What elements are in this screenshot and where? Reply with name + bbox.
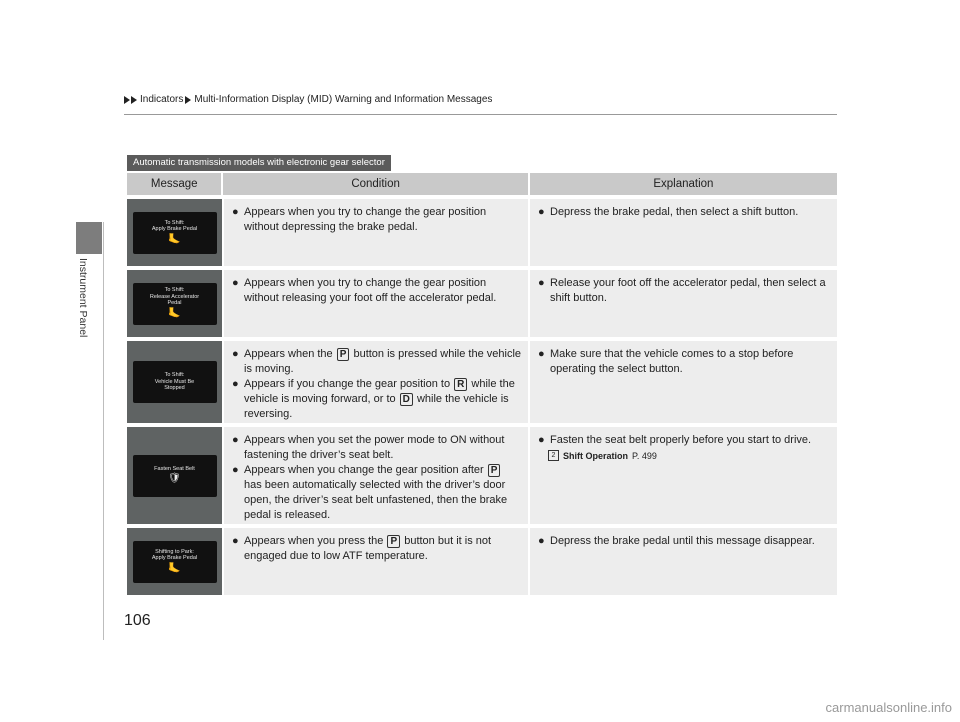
page-number: 106: [124, 612, 151, 629]
screen-text: Apply Brake Pedal: [151, 555, 198, 561]
gear-key-p: P: [387, 535, 400, 548]
header-explanation: Explanation: [528, 173, 837, 195]
condition-cell: ● Appears when you set the power mode to ON without fastening the driver’s seat belt. ● Appears when you change the gear position after P has been automatically selected with the driver’s door open, the driver’s seat belt unfastened, then the brake pedal is released.: [222, 427, 528, 524]
table-row: [127, 528, 837, 595]
mid-screen: [133, 455, 217, 497]
message-image: [127, 427, 222, 524]
screen-text: Pedal: [167, 300, 182, 307]
gear-key-d: D: [400, 393, 413, 406]
condition-text: Appears when you change the gear position after P has been automatically selected with the driver’s door open, the driver’s seat belt unfastened, then the brake pedal is released.: [244, 464, 508, 521]
table-header: [127, 173, 837, 195]
brake-pedal-icon: 🦶: [168, 562, 181, 574]
brake-pedal-icon: 🦶: [168, 233, 181, 245]
screen-text: To Shift:: [164, 372, 185, 379]
screen-text: Fasten Seat Belt: [154, 465, 195, 472]
reference-page: P. 499: [632, 450, 657, 461]
explanation-cell: ● Make sure that the vehicle comes to a stop before operating the select button.: [528, 341, 837, 423]
explanation-cell: ● Release your foot off the accelerator pedal, then select a shift button.: [528, 270, 837, 337]
breadcrumb-arrow-icon: [124, 96, 130, 104]
explanation-text: Depress the brake pedal, then select a shift button.: [550, 206, 799, 218]
condition-text: Appears when you try to change the gear position without depressing the brake pedal.: [244, 206, 487, 233]
section-tab-marker: [76, 222, 102, 254]
condition-cell: ● Appears when you try to change the gear position without depressing the brake pedal.: [222, 199, 528, 266]
message-image: [127, 270, 222, 337]
gear-key-r: R: [454, 378, 467, 391]
explanation-cell: ● Depress the brake pedal, then select a shift button.: [528, 199, 837, 266]
watermark: carmanualsonline.info: [825, 700, 952, 715]
mid-screen: [133, 283, 217, 325]
condition-text: Appears when the P button is pressed while the vehicle is moving.: [244, 348, 522, 375]
breadcrumb: [124, 94, 494, 105]
breadcrumb-arrow-icon: [131, 96, 137, 104]
breadcrumb-item[interactable]: Indicators: [140, 94, 184, 105]
breadcrumb-item[interactable]: Multi-Information Display (MID) Warning and Information Messages: [194, 94, 493, 105]
screen-text: Release Accelerator: [149, 293, 200, 300]
message-image: [127, 199, 222, 266]
section-side-label: Instrument Panel: [77, 258, 89, 338]
header-message: Message: [150, 178, 198, 190]
explanation-text: Release your foot off the accelerator pedal, then select a shift button.: [550, 277, 826, 304]
condition-cell: ● Appears when you press the P button but it is not engaged due to low ATF temperature.: [222, 528, 528, 595]
message-table: [127, 173, 837, 599]
table-row: [127, 199, 837, 266]
table-row: [127, 341, 837, 423]
mid-screen: [133, 212, 217, 254]
screen-text: To Shift:: [164, 219, 185, 226]
screen-text: Apply Brake Pedal: [151, 226, 198, 232]
reference-icon: 2: [548, 450, 559, 461]
explanation-text: Depress the brake pedal until this message disappear.: [550, 535, 815, 547]
condition-text: Appears when you try to change the gear position without releasing your foot off the accelerator pedal.: [244, 277, 497, 304]
explanation-cell: ● Fasten the seat belt properly before you start to drive. 2 Shift Operation P. 499: [528, 427, 837, 524]
message-image: [127, 341, 222, 423]
explanation-text: Fasten the seat belt properly before you start to drive.: [550, 434, 812, 446]
screen-text: To Shift:: [164, 287, 185, 294]
condition-cell: ● Appears when the P button is pressed while the vehicle is moving. ● Appears if you change the gear position to R while the vehicle is moving forward, or to D while the vehicle is reversing.: [222, 341, 528, 423]
gear-key-p: P: [337, 348, 350, 361]
breadcrumb-arrow-icon: [185, 96, 191, 104]
cross-reference-link[interactable]: [548, 450, 831, 461]
screen-text: Vehicle Must Be: [154, 378, 195, 385]
table-row: [127, 270, 837, 337]
gear-key-p: P: [488, 464, 501, 477]
accelerator-pedal-icon: 🦶: [168, 307, 181, 319]
reference-title: Shift Operation: [563, 450, 628, 461]
condition-cell: ● Appears when you try to change the gear position without releasing your foot off the accelerator pedal.: [222, 270, 528, 337]
screen-text: Stopped: [164, 385, 185, 392]
screen-text: Shifting to Park:: [155, 548, 194, 555]
condition-text: Appears when you set the power mode to ON without fastening the driver’s seat belt.: [244, 434, 505, 461]
table-row: [127, 427, 837, 524]
explanation-cell: ● Depress the brake pedal until this message disappear.: [528, 528, 837, 595]
header-rule: [124, 114, 837, 115]
model-tag: Automatic transmission models with electronic gear selector: [127, 155, 391, 171]
seat-belt-icon: 🛡: [168, 473, 181, 485]
mid-screen: [133, 361, 217, 403]
explanation-text: Make sure that the vehicle comes to a stop before operating the select button.: [550, 348, 794, 375]
message-image: [127, 528, 222, 595]
side-divider: [103, 222, 104, 640]
condition-text: Appears when you press the P button but it is not engaged due to low ATF temperature.: [244, 535, 492, 562]
condition-text: Appears if you change the gear position to R while the vehicle is moving forward, or to D while the vehicle is reversing.: [244, 378, 515, 420]
header-condition: Condition: [221, 173, 527, 195]
mid-screen: [133, 541, 217, 583]
